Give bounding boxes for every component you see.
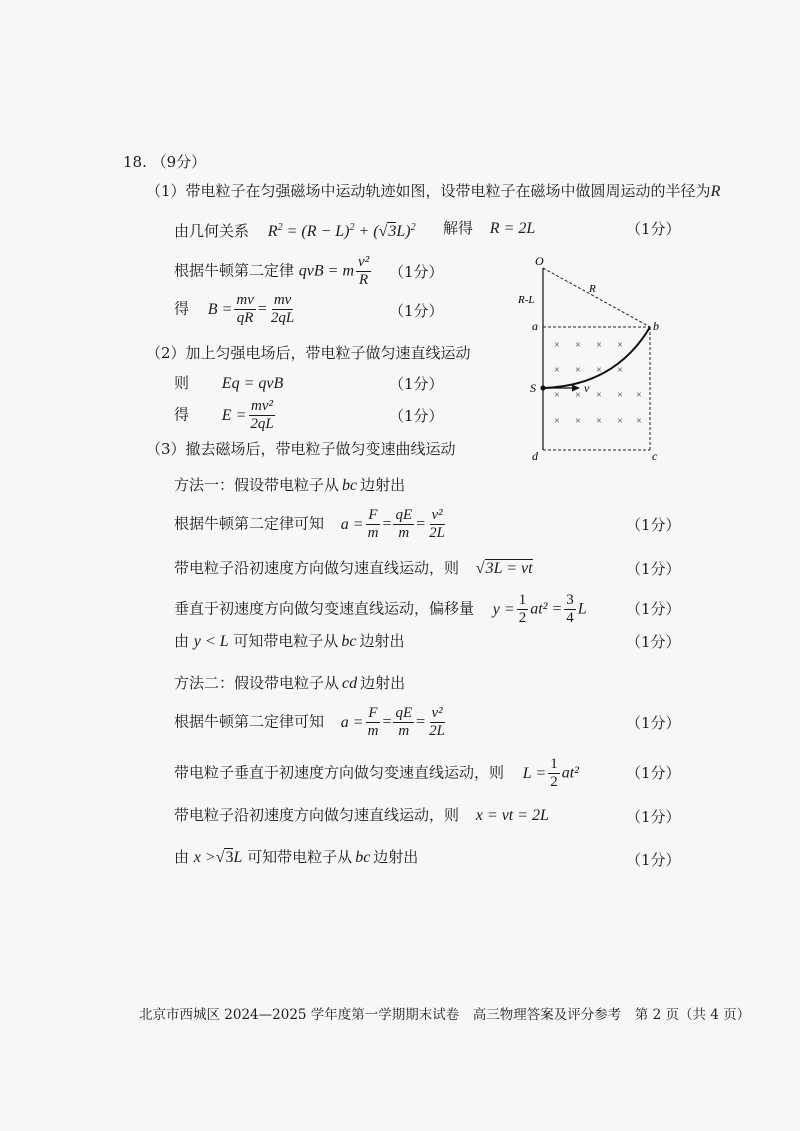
method2-title-text: 方法二：假设带电粒子从: [174, 674, 340, 692]
method2-title: [174, 673, 405, 694]
so-text-2: 得: [174, 405, 190, 424]
m2-f2-den: m: [398, 723, 410, 739]
score-12: （1分）: [626, 808, 681, 826]
m1-f2-num: qE: [395, 507, 413, 523]
m1-y-frac2: [564, 592, 576, 627]
field-cross: ×: [617, 365, 623, 376]
score-11: （1分）: [626, 764, 681, 782]
label-v: v: [584, 381, 590, 395]
m1-uniform-formula: 3L = vt: [485, 560, 533, 577]
m1-y-lhs: y =: [492, 600, 515, 618]
label-b: b: [653, 319, 659, 333]
method2-newton: 根据牛顿第二定律可知 a = $\frac{F}{m}$ = $\frac{qE}{m}$ = $\frac{\text{v²}}{2L}$: [174, 705, 446, 739]
m1-perp-text: 垂直于初速度方向做匀变速直线运动，偏移量: [174, 599, 475, 618]
score-9: （1分）: [626, 633, 681, 651]
field-cross: ×: [575, 340, 581, 351]
method1-title-tail: 边射出: [360, 476, 406, 494]
m1-newton-text: 根据牛顿第二定律可知: [174, 514, 325, 533]
field-cross: ×: [554, 365, 560, 376]
label-d: d: [532, 449, 538, 463]
m2-f1-den: m: [367, 723, 379, 739]
m1-conc-post: 可知带电粒子从: [233, 632, 339, 650]
field-cross: ×: [617, 416, 623, 427]
score-7: （1分）: [626, 560, 681, 578]
m2-conc-pre: 由: [174, 848, 190, 866]
radius-line: [543, 268, 650, 327]
newton-num: v²: [358, 254, 370, 270]
m1-conc-formula: y < L: [193, 633, 229, 650]
field-cross: ×: [636, 416, 642, 427]
part2-label: （2）: [146, 344, 186, 362]
part1-intro-var: R: [710, 183, 721, 200]
m1-f3-den: 2L: [429, 525, 446, 541]
part1-newton: [174, 254, 373, 289]
m2-uniform-text: 带电粒子沿初速度方向做匀速直线运动，则: [174, 806, 460, 824]
geometry-formula: $R^2 = (R - L)^2 + (√3L)^2$: [267, 222, 416, 240]
m1-conc-var: bc: [341, 633, 357, 650]
geometry-text: 由几何关系: [174, 222, 250, 240]
m2-f3: [427, 705, 447, 740]
label-c: c: [652, 449, 658, 463]
field-cross: ×: [554, 340, 560, 351]
m2-f3-den: 2L: [429, 723, 446, 739]
score-6: （1分）: [626, 516, 681, 534]
geometry-solve-text: 解得: [443, 219, 474, 237]
geometry-solve: [443, 218, 535, 239]
method1-conclusion: [174, 631, 405, 652]
score-13: （1分）: [626, 851, 681, 869]
page-footer: 北京市西城区 2024—2025 学年度第一学期期末试卷 高三物理答案及评分参考 第 2 页（共 4 页）: [139, 1007, 751, 1023]
field-cross: ×: [575, 416, 581, 427]
method1-newton: 根据牛顿第二定律可知 a = $\frac{F}{m}$ = $\frac{qE}{m}$ = $\frac{\text{v²}}{2L}$: [174, 507, 446, 541]
magnetic-field-figure: [500, 250, 675, 465]
m2-L-tail: at²: [561, 764, 579, 782]
E-lhs: E =: [221, 406, 247, 424]
B-den2: 2qL: [270, 310, 295, 326]
field-cross: ×: [554, 390, 560, 401]
field-cross: ×: [596, 340, 602, 351]
m2-f3-num: v²: [431, 705, 443, 721]
score-10: （1分）: [626, 714, 681, 732]
point-S: [540, 385, 545, 390]
m1-uniform-text: 带电粒子沿初速度方向做匀速直线运动，则: [174, 559, 460, 577]
method1-title-var: bc: [342, 477, 358, 494]
method1-uniform: 带电粒子沿初速度方向做匀速直线运动，则 √3L = vt: [174, 559, 533, 577]
then-text: 则: [174, 374, 190, 392]
part2-E: [174, 398, 278, 433]
m2-L-den: 2: [550, 774, 558, 790]
m1-y-den2: 4: [566, 610, 574, 626]
newton-formula-lhs: qvB = m: [298, 262, 355, 280]
m2-conc-x: x >: [193, 849, 216, 866]
part1-intro-text: 带电粒子在匀强磁场中运动轨迹如图，设带电粒子在磁场中做圆周运动的半径为: [185, 182, 711, 200]
newton-den: R: [359, 272, 369, 288]
m1-f1: [366, 507, 381, 542]
method2-perp: [174, 756, 579, 791]
field-cross: ×: [596, 365, 602, 376]
m2-a-lhs: a =: [340, 713, 364, 731]
m2-f2-num: qE: [395, 705, 413, 721]
field-cross: ×: [554, 416, 560, 427]
score-1: （1分）: [626, 220, 681, 238]
m2-newton-text: 根据牛顿第二定律可知: [174, 712, 325, 731]
m1-y-mid: at² =: [530, 600, 563, 618]
m1-f3-num: v²: [431, 507, 443, 523]
m2-conc-sqrt: 3: [225, 849, 234, 866]
newton-text: 根据牛顿第二定律: [174, 261, 295, 280]
m1-y-num2: 3: [566, 592, 574, 608]
m1-conc-pre: 由: [174, 632, 190, 650]
field-cross: ×: [575, 390, 581, 401]
m2-L-frac: [548, 756, 560, 791]
field-cross: ×: [596, 416, 602, 427]
method2-uniform: [174, 805, 549, 826]
question-number: 18. （9分）: [123, 153, 207, 171]
m1-f2-den: m: [398, 525, 410, 541]
label-R: R: [589, 283, 596, 295]
part1-geometry: [174, 218, 416, 242]
m2-conc-post: 可知带电粒子从: [247, 848, 353, 866]
m2-f1: [366, 705, 381, 740]
part2-then: [174, 373, 283, 394]
m1-y-tail: L: [577, 600, 587, 618]
m1-conc-tail: 边射出: [359, 632, 405, 650]
E-den: 2qL: [250, 416, 274, 432]
m1-f1-den: m: [367, 525, 379, 541]
newton-fraction: [356, 254, 371, 289]
score-3: （1分）: [389, 302, 444, 320]
score-2: （1分）: [389, 263, 444, 281]
score-4: （1分）: [389, 375, 444, 393]
part1-label: （1）: [146, 182, 186, 200]
field-cross: ×: [617, 390, 623, 401]
B-num1: mv: [236, 292, 254, 308]
B-fraction-1: [234, 292, 256, 327]
method2-conclusion: 由 x >√3L 可知带电粒子从 bc 边射出: [174, 848, 419, 866]
B-den1: qR: [236, 310, 254, 326]
label-S: S: [530, 381, 536, 395]
m2-f1-num: F: [368, 705, 378, 721]
field-cross: ×: [617, 340, 623, 351]
m2-perp-text: 带电粒子垂直于初速度方向做匀变速直线运动，则: [174, 763, 505, 782]
part2-intro-text: 加上匀强电场后，带电粒子做匀速直线运动: [185, 344, 471, 362]
score-8: （1分）: [626, 600, 681, 618]
m1-y-den1: 2: [518, 610, 527, 626]
B-num2: mv: [273, 292, 292, 308]
m2-conc-L: L: [233, 849, 243, 866]
m2-conc-tail: 边射出: [373, 848, 419, 866]
m1-y-frac1: [517, 592, 529, 627]
geometry-result: R = 2L: [489, 220, 536, 237]
m1-f3: [427, 507, 447, 542]
B-lhs: B =: [207, 300, 233, 318]
label-R-L: R-L: [518, 294, 535, 306]
m1-f1-num: F: [368, 507, 378, 523]
field-cross: ×: [596, 390, 602, 401]
part1-intro: [146, 181, 720, 202]
m1-f2: [393, 507, 414, 542]
m2-f2: [393, 705, 414, 740]
m1-a-lhs: a =: [340, 515, 364, 533]
then-formula: Eq = qvB: [221, 375, 284, 392]
E-num: mv²: [251, 398, 274, 414]
m1-y-num1: 1: [518, 592, 527, 608]
part1-B: 得 B = $\frac{mv}{qR}$ = $\frac{mv}{2qL}$: [174, 292, 295, 326]
part3-intro-text: 撤去磁场后，带电粒子做匀变速曲线运动: [185, 440, 456, 458]
method2-title-var: cd: [342, 675, 358, 692]
E-fraction: [248, 398, 275, 433]
method2-title-tail: 边射出: [360, 674, 406, 692]
part3-intro: [146, 439, 456, 459]
method1-perp: [174, 592, 587, 627]
B-fraction-2: [269, 292, 296, 327]
label-O: O: [535, 254, 544, 268]
field-cross: ×: [636, 390, 642, 401]
m2-uniform-formula: x = vt = 2L: [475, 807, 549, 824]
method1-title-text: 方法一：假设带电粒子从: [174, 476, 340, 494]
field-cross: ×: [575, 365, 581, 376]
m2-L-lhs: L =: [522, 764, 547, 782]
score-5: （1分）: [389, 407, 444, 425]
part3-label: （3）: [146, 440, 186, 458]
m2-L-num: 1: [550, 756, 558, 772]
method1-title: [174, 475, 405, 496]
trajectory-arc: [543, 327, 650, 388]
part2-intro: [146, 343, 471, 363]
m2-conc-var: bc: [355, 849, 371, 866]
so-text-1: 得: [174, 299, 190, 318]
label-a: a: [532, 319, 538, 333]
